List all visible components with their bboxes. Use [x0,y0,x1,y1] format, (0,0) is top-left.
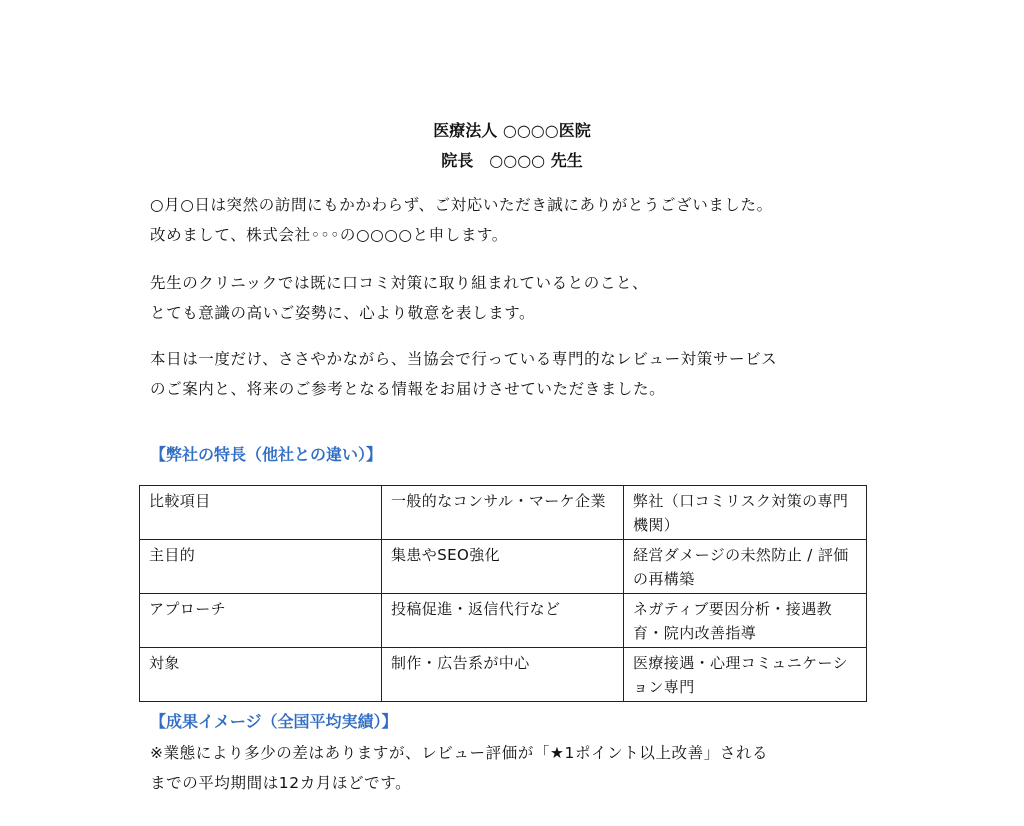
paragraph-clinic [150,268,890,328]
addressee-organization: 医療法人 ○○○○医院 [433,121,591,140]
paragraph-line: 本日は一度だけ、ささやかながら、当協会で行っている専門的なレビュー対策サービス [150,350,778,368]
table-cell: 弊社（口コミリスク対策の専門機関） [624,486,867,540]
table-row [140,648,867,702]
paragraph-line: のご案内と、将来のご参考となる情報をお届けさせていただきました。 [150,380,666,398]
section-title-features: 【弊社の特長（他社との違い）】 [150,445,383,464]
table-cell: 主目的 [140,540,382,594]
table-row [140,540,867,594]
table-cell: 比較項目 [140,486,382,540]
addressee-person: 院長 ○○○○ 先生 [441,151,583,170]
table-row [140,486,867,540]
paragraph-line: までの平均期間は12カ月ほどです。 [150,774,412,792]
paragraph-results [150,738,890,798]
section-title-results: 【成果イメージ（全国平均実績）】 [150,712,398,731]
table-cell: 一般的なコンサル・マーケ企業 [382,486,624,540]
table-cell: 集患やSEO強化 [382,540,624,594]
paragraph-service [150,344,890,404]
table-cell: 投稿促進・返信代行など [382,594,624,648]
paragraph-line: 先生のクリニックでは既に口コミ対策に取り組まれているとのこと、 [150,274,649,292]
table-cell: アプローチ [140,594,382,648]
table-cell: ネガティブ要因分析・接遇教育・院内改善指導 [624,594,867,648]
addressee-block [0,116,1024,176]
paragraph-greeting [150,190,890,250]
table-cell: 制作・広告系が中心 [382,648,624,702]
table-cell: 経営ダメージの未然防止 / 評価の再構築 [624,540,867,594]
paragraph-line: とても意識の高いご姿勢に、心より敬意を表します。 [150,304,536,322]
paragraph-line: ※業態により多少の差はありますが、レビュー評価が「★1ポイント以上改善」される [150,744,769,762]
paragraph-line: 改めまして、株式会社◦◦◦の○○○○と申します。 [150,226,508,244]
table-cell: 対象 [140,648,382,702]
paragraph-line: ○月○日は突然の訪問にもかかわらず、ご対応いただき誠にありがとうございました。 [150,196,773,214]
table-row [140,594,867,648]
comparison-table [139,485,867,702]
table-cell: 医療接遇・心理コミュニケーション専門 [624,648,867,702]
